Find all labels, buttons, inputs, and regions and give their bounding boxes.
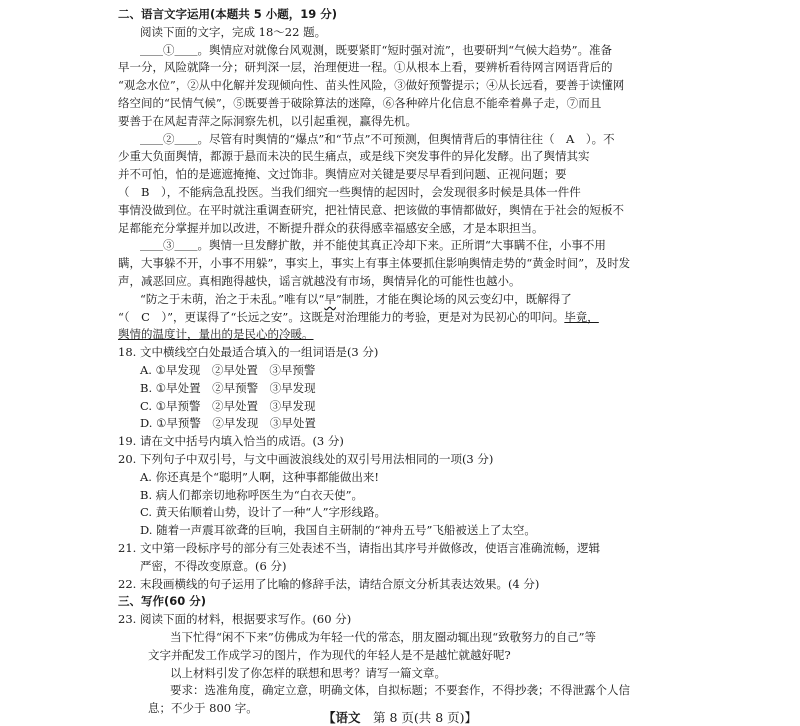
q18-option-a: A. ①早发现 ②早处置 ③早预警 <box>140 363 316 377</box>
p3-line: 瞒，大事躲不开，小事不用躲”，事实上，事实上有事主体要抓住影响舆情走势的“黄金时间”，及时发 <box>118 256 631 271</box>
question-19: 19. 请在文中括号内填入恰当的成语。(3 分) <box>118 434 344 449</box>
section2-intro: 阅读下面的文字，完成 18～22 题。 <box>140 24 327 39</box>
question-18: 18. 文中横线空白处最适合填入的一组词语是(3 分) <box>118 345 379 360</box>
p4-line <box>140 291 572 307</box>
p2-line: （ B ），不能病急乱投医。当我们细究一些舆情的起因时，会发现很多时候是具体一件件 <box>118 185 581 199</box>
material-line: 当下忙得“闲不下来”仿佛成为年轻一代的常态，朋友圈动辄出现“致敬努力的自己”等 <box>170 630 597 644</box>
question-22: 22. 末段画横线的句子运用了比喻的修辞手法，请结合原文分析其表达效果。(4 分) <box>118 576 540 591</box>
question-23: 23. 阅读下面的材料，根据要求写作。(60 分) <box>118 612 352 627</box>
p4-text: ”制胜，才能在舆论场的风云变幻中，既解得了 <box>335 291 572 306</box>
p2-line: ＿＿②＿＿。尽管有时舆情的“爆点”和“节点”不可预测，但舆情背后的事情往往（ A ）。不 <box>140 131 615 146</box>
q20-option-c: C. 黄天佑顺着山势，设计了一种“人”字形线路。 <box>140 505 386 520</box>
p2-line: 事情没做到位。在平时就注重调查研究，把社情民意、把该做的事情都做好，舆情在于社会的短板不 <box>118 202 624 217</box>
p2-line: 足都能充分掌握并加以改进，不断提升群众的获得感幸福感安全感，才是本职担当。 <box>118 220 544 235</box>
underlined-sentence: 舆情的温度计，量出的是民心的冷暖。 <box>118 327 314 342</box>
requirement-line: 要求：选准角度，确定立意，明确文体，自拟标题；不要套作，不得抄袭；不得泄露个人信 <box>170 683 630 698</box>
q18-option-d: D. ①早预警 ②早发现 ③早处置 <box>140 416 316 431</box>
q20-option-d: D. 随着一声震耳欲聋的巨响，我国自主研制的“神舟五号”飞船被送上了太空。 <box>140 523 536 538</box>
underlined-sentence: 毕竟， <box>564 309 599 324</box>
question-21: 21. 文中第一段标序号的部分有三处表述不当，请指出其序号并做修改，使语言准确流畅，逻辑 <box>118 541 600 555</box>
p4-text: “防之于未萌，治之于未乱。”唯有以“ <box>140 291 325 306</box>
question-21-cont: 严密，不得改变原意。(6 分) <box>140 558 287 573</box>
p1-line: ＿＿①＿＿。舆情应对就像台风观测，既要紧盯“短时强对流”，也要研判“气候大趋势”。准备 <box>140 42 613 57</box>
footer-subject: 【语文 <box>322 710 361 725</box>
section3-title: 三、写作(60 分) <box>118 594 207 609</box>
q18-option-b: B. ①早处置 ②早预警 ③早发现 <box>140 380 316 395</box>
p1-line: 络空间的“民情气候”，⑤既要善于破除算法的迷障，⑥各种碎片化信息不能牵着鼻子走，⑦而且 <box>118 96 602 110</box>
p1-line: 早一分，风险就降一分；研判深一层，治理便进一程。①从根本上看，要辨析看待网言网语背后的 <box>118 60 613 75</box>
p1-line: 要善于在风起青萍之际洞察先机，以引起重视，赢得先机。 <box>118 113 417 128</box>
q20-option-b: B. 病人们都亲切地称呼医生为“白衣天使”。 <box>140 487 364 502</box>
q20-option-a: A. 你还真是个“聪明”人啊，这种事都能做出来! <box>140 469 379 484</box>
p2-line: 少重大负面舆情，都源于悬而未决的民生痛点，或是线下突发事件的异化发酵。出了舆情其实 <box>118 149 590 164</box>
p4-line <box>118 326 314 342</box>
p2-line: 并不可怕，怕的是遮遮掩掩、文过饰非。舆情应对关键是要尽早看到问题、正视问题；要 <box>118 167 567 182</box>
requirement-line: 息；不少于 800 字。 <box>148 701 258 716</box>
page-footer <box>0 708 800 726</box>
p4-text: “（ C ）”，更谋得了“长远之安”。这既是对治理能力的考验，更是对为民初心的叩问。 <box>118 309 565 324</box>
q18-option-c: C. ①早预警 ②早处置 ③早发现 <box>140 398 316 413</box>
footer-page: 第 8 页(共 8 页)】 <box>372 710 478 725</box>
material-line: 文字并配发工作成学习的图片，作为现代的年轻人是不是越忙就越好呢? <box>148 647 511 662</box>
question-20: 20. 下列句子中双引号，与文中画波浪线处的双引号用法相同的一项(3 分) <box>118 452 494 466</box>
material-line: 以上材料引发了你怎样的联想和思考？请写一篇文章。 <box>170 665 446 680</box>
wavy-quote-word: 早 <box>324 291 336 306</box>
section2-title: 二、语言文字运用(本题共 5 小题，19 分) <box>118 7 338 21</box>
p4-line <box>118 309 599 325</box>
p3-line: ＿＿③＿＿。舆情一旦发酵扩散，并不能使其真正冷却下来。正所谓“大事瞒不住，小事不用 <box>140 238 606 253</box>
p3-line: 声，减恶回应。真相跑得越快，谣言就越没有市场，舆情异化的可能性也越小。 <box>118 274 521 288</box>
p1-line: “观念水位”，②从中化解并发现倾向性、苗头性风险，③做好预警提示；④从长远看，要善于读懂网 <box>118 78 625 93</box>
